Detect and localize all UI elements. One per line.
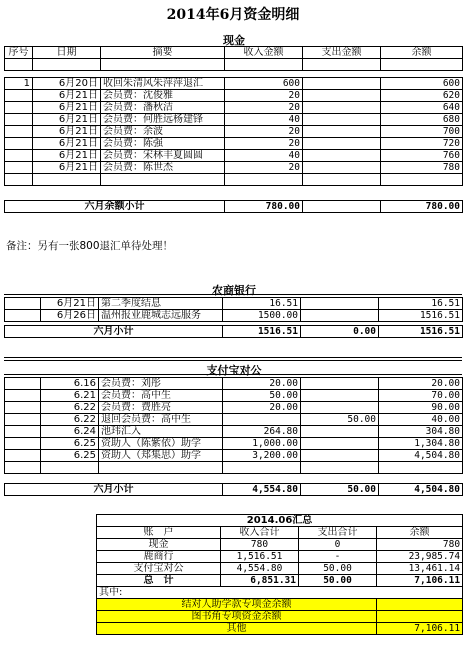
- bank-cell-balance: 1516.51: [379, 310, 463, 322]
- cash-cell-date: 6月20日: [33, 78, 101, 90]
- bank-cell-balance: 16.51: [379, 298, 463, 310]
- summary-cell-expense: 0: [299, 539, 377, 551]
- cash-cell-summary: 会员费：陈世杰: [101, 162, 225, 174]
- alipay-cell-summary: 资助人（陈紫依）助学: [99, 438, 223, 450]
- cash-row: [5, 114, 463, 126]
- alipay-cell-blank: [5, 390, 41, 402]
- alipay-cell-date: 6.25: [41, 438, 99, 450]
- cash-cell-summary: 会员费：余波: [101, 126, 225, 138]
- bank-section-title: 农商银行: [212, 284, 256, 297]
- cash-cell-expense: [303, 102, 381, 114]
- cash-cell-date: 6月21日: [33, 114, 101, 126]
- cash-cell-date: 6月21日: [33, 162, 101, 174]
- alipay-blank-cell: [5, 462, 41, 474]
- cash-row: [5, 150, 463, 162]
- cash-row: [5, 102, 463, 114]
- summary-cell-expense: 50.00: [299, 563, 377, 575]
- alipay-row: [5, 402, 463, 414]
- cash-col-header: 日期: [33, 47, 101, 59]
- cash-col-header: 余额: [381, 47, 463, 59]
- cash-cell-summary: 会员费：何胜远杨建锋: [101, 114, 225, 126]
- alipay-cell-blank: [5, 414, 41, 426]
- alipay-table: [4, 377, 463, 474]
- bank-row: [5, 310, 463, 322]
- cash-row: [5, 126, 463, 138]
- cash-table: [4, 46, 463, 71]
- cash-blank-cell: [101, 174, 225, 186]
- summary-col-header: 支出合计: [299, 527, 377, 539]
- summary-col-header: 余额: [377, 527, 463, 539]
- summary-cell-balance: 23,985.74: [377, 551, 463, 563]
- alipay-cell-date: 6.22: [41, 402, 99, 414]
- cash-cell-income: 20: [225, 162, 303, 174]
- alipay-row: [5, 414, 463, 426]
- alipay-cell-blank: [5, 450, 41, 462]
- alipay-subtotal-table: [4, 483, 463, 496]
- cash-blank-cell: [381, 174, 463, 186]
- alipay-row: [5, 390, 463, 402]
- bank-cell-blank: [5, 310, 41, 322]
- summary-cell-income: 1,516.51: [221, 551, 299, 563]
- summary-row: [97, 563, 463, 575]
- summary-header-row: [97, 527, 463, 539]
- alipay-subtotal-label: 六月小计: [5, 484, 223, 496]
- bank-row: [5, 298, 463, 310]
- bank-cell-expense: [301, 298, 379, 310]
- alipay-row: [5, 378, 463, 390]
- cash-cell-index: [5, 114, 33, 126]
- alipay-cell-date: 6.16: [41, 378, 99, 390]
- alipay-subtotal-row: [5, 484, 463, 496]
- alipay-cell-summary: 会员费：刘彤: [99, 378, 223, 390]
- cash-cell-date: 6月21日: [33, 102, 101, 114]
- alipay-cell-balance: 304.80: [379, 426, 463, 438]
- cash-cell-expense: [303, 114, 381, 126]
- alipay-blank-row: [5, 462, 463, 474]
- summary-fund-amount: [377, 611, 463, 623]
- alipay-blank-cell: [379, 462, 463, 474]
- cash-cell-income: 20: [225, 102, 303, 114]
- cash-cell-income: 600: [225, 78, 303, 90]
- cash-cell-balance: 760: [381, 150, 463, 162]
- cash-subtotal-row: [5, 201, 463, 213]
- alipay-cell-date: 6.22: [41, 414, 99, 426]
- summary-total-balance: 7,106.11: [377, 575, 463, 587]
- alipay-cell-income: 50.00: [223, 390, 301, 402]
- alipay-cell-date: 6.21: [41, 390, 99, 402]
- alipay-cell-balance: 70.00: [379, 390, 463, 402]
- alipay-cell-balance: 20.00: [379, 378, 463, 390]
- alipay-cell-income: 264.80: [223, 426, 301, 438]
- cash-cell-expense: [303, 138, 381, 150]
- cash-cell-summary: 会员费：潘秋洁: [101, 102, 225, 114]
- cash-cell-balance: 700: [381, 126, 463, 138]
- alipay-cell-balance: 4,504.80: [379, 450, 463, 462]
- cash-blank-cell: [225, 174, 303, 186]
- cash-row: [5, 78, 463, 90]
- cash-cell-balance: 640: [381, 102, 463, 114]
- alipay-cell-balance: 90.00: [379, 402, 463, 414]
- cash-cell-index: [5, 150, 33, 162]
- bank-table: [4, 297, 463, 322]
- alipay-cell-summary: 会员费：费胜亮: [99, 402, 223, 414]
- cash-cell-date: 6月21日: [33, 150, 101, 162]
- alipay-cell-expense: [301, 450, 379, 462]
- cash-cell-summary: 会员费：宋林丰夏圆圆: [101, 150, 225, 162]
- cash-cell-summary: 会员费：沈俊雅: [101, 90, 225, 102]
- alipay-cell-summary: 池玮汇入: [99, 426, 223, 438]
- summary-total-expense: 50.00: [299, 575, 377, 587]
- summary-col-header: 账 户: [97, 527, 221, 539]
- summary-fund-amount: [377, 599, 463, 611]
- cash-row: [5, 90, 463, 102]
- bank-cell-expense: [301, 310, 379, 322]
- alipay-cell-summary: 资助人（郑集思）助学: [99, 450, 223, 462]
- note-text: 备注：另有一张800退汇单待处理！: [6, 240, 174, 252]
- summary-total-income: 6,851.31: [221, 575, 299, 587]
- alipay-cell-expense: 50.00: [301, 414, 379, 426]
- alipay-cell-blank: [5, 378, 41, 390]
- cash-cell-index: [5, 126, 33, 138]
- summary-title-row: [97, 515, 463, 527]
- bank-subtotal-label: 六月小计: [5, 326, 223, 338]
- cash-cell-expense: [303, 78, 381, 90]
- summary-fund-label: 其他: [97, 623, 377, 635]
- summary-fund-row: [97, 599, 463, 611]
- cash-cell-date: 6月21日: [33, 90, 101, 102]
- cash-cell-index: [5, 138, 33, 150]
- summary-fund-row: [97, 623, 463, 635]
- alipay-cell-expense: [301, 378, 379, 390]
- summary-total-label: 总 计: [97, 575, 221, 587]
- alipay-cell-summary: 会员费：高中生: [99, 390, 223, 402]
- bank-cell-summary: 第二季度结息: [99, 298, 223, 310]
- cash-subtotal-label: 六月余额小计: [5, 201, 225, 213]
- summary-of-which-row: [97, 587, 463, 599]
- summary-row: [97, 539, 463, 551]
- alipay-cell-balance: 40.00: [379, 414, 463, 426]
- cash-cell-balance: 620: [381, 90, 463, 102]
- alipay-subtotal-income: 4,554.80: [223, 484, 301, 496]
- bank-cell-income: 1500.00: [223, 310, 301, 322]
- bank-subtotal-row: [5, 326, 463, 338]
- summary-row: [97, 551, 463, 563]
- alipay-cell-summary: 退回会员费：高中生: [99, 414, 223, 426]
- cash-cell-income: 40: [225, 114, 303, 126]
- cash-blank-row: [5, 174, 463, 186]
- alipay-cell-income: [223, 414, 301, 426]
- summary-fund-label: 结对人助学款专项金余额: [97, 599, 377, 611]
- bank-subtotal-table: [4, 325, 463, 338]
- alipay-cell-balance: 1,304.80: [379, 438, 463, 450]
- summary-cell-account: 鹿商行: [97, 551, 221, 563]
- cash-cell-index: [5, 162, 33, 174]
- cash-spacer-row: [5, 59, 463, 71]
- cash-col-header: 支出金额: [303, 47, 381, 59]
- bank-cell-date: 6月26日: [41, 310, 99, 322]
- alipay-section-title: 支付宝对公: [206, 364, 262, 377]
- cash-cell-income: 20: [225, 138, 303, 150]
- cash-cell-index: 1: [5, 78, 33, 90]
- summary-fund-row: [97, 611, 463, 623]
- summary-fund-label: 图书角专项资金余额: [97, 611, 377, 623]
- alipay-subtotal-balance: 4,504.80: [379, 484, 463, 496]
- cash-cell-summary: 收回朱清风朱萍萍退汇: [101, 78, 225, 90]
- alipay-cell-date: 6.24: [41, 426, 99, 438]
- cash-cell-expense: [303, 126, 381, 138]
- summary-cell-balance: 13,461.14: [377, 563, 463, 575]
- summary-cell-income: 780: [221, 539, 299, 551]
- cash-subtotal-table: [4, 200, 463, 213]
- alipay-blank-cell: [223, 462, 301, 474]
- cash-blank-cell: [33, 174, 101, 186]
- bank-cell-summary: 温州报业鹿城志远服务: [99, 310, 223, 322]
- alipay-cell-date: 6.25: [41, 450, 99, 462]
- alipay-blank-cell: [301, 462, 379, 474]
- alipay-cell-expense: [301, 390, 379, 402]
- alipay-cell-income: 3,200.00: [223, 450, 301, 462]
- alipay-cell-expense: [301, 438, 379, 450]
- summary-of-which: 其中:: [97, 587, 463, 599]
- cash-header-row: [5, 47, 463, 59]
- alipay-subtotal-expense: 50.00: [301, 484, 379, 496]
- alipay-row: [5, 450, 463, 462]
- alipay-blank-cell: [99, 462, 223, 474]
- cash-cell-income: 20: [225, 90, 303, 102]
- cash-subtotal-balance: 780.00: [381, 201, 463, 213]
- alipay-row: [5, 426, 463, 438]
- bank-cell-blank: [5, 298, 41, 310]
- cash-body-table: [4, 77, 463, 186]
- summary-cell-account: 现金: [97, 539, 221, 551]
- alipay-cell-blank: [5, 426, 41, 438]
- page-title: 2014年6月资金明细: [166, 7, 300, 23]
- cash-cell-index: [5, 90, 33, 102]
- cash-cell-balance: 680: [381, 114, 463, 126]
- alipay-cell-income: 1,000.00: [223, 438, 301, 450]
- cash-cell-balance: 780: [381, 162, 463, 174]
- summary-col-header: 收入合计: [221, 527, 299, 539]
- cash-blank-cell: [5, 174, 33, 186]
- cash-cell-income: 40: [225, 150, 303, 162]
- bank-subtotal-expense: 0.00: [301, 326, 379, 338]
- cash-cell-expense: [303, 162, 381, 174]
- cash-col-header: 收入金额: [225, 47, 303, 59]
- cash-blank-cell: [303, 174, 381, 186]
- cash-cell-income: 20: [225, 126, 303, 138]
- summary-table: [96, 514, 463, 635]
- cash-subtotal-expense: [303, 201, 381, 213]
- cash-cell-expense: [303, 150, 381, 162]
- summary-title: 2014.06汇总: [97, 515, 463, 527]
- summary-cell-expense: -: [299, 551, 377, 563]
- cash-cell-date: 6月21日: [33, 138, 101, 150]
- alipay-cell-income: 20.00: [223, 378, 301, 390]
- alipay-cell-expense: [301, 426, 379, 438]
- bank-cell-date: 6月21日: [41, 298, 99, 310]
- summary-cell-balance: 780: [377, 539, 463, 551]
- alipay-cell-expense: [301, 402, 379, 414]
- summary-total-row: [97, 575, 463, 587]
- cash-cell-balance: 600: [381, 78, 463, 90]
- summary-fund-amount: 7,106.11: [377, 623, 463, 635]
- bank-cell-income: 16.51: [223, 298, 301, 310]
- summary-cell-income: 4,554.80: [221, 563, 299, 575]
- cash-section-title: 现金: [223, 34, 245, 47]
- summary-cell-account: 支付宝对公: [97, 563, 221, 575]
- cash-col-header: 序号: [5, 47, 33, 59]
- alipay-cell-blank: [5, 438, 41, 450]
- cash-col-header: 摘要: [101, 47, 225, 59]
- alipay-blank-cell: [41, 462, 99, 474]
- cash-cell-index: [5, 102, 33, 114]
- cash-row: [5, 138, 463, 150]
- cash-cell-date: 6月21日: [33, 126, 101, 138]
- cash-cell-summary: 会员费：陈强: [101, 138, 225, 150]
- cash-cell-expense: [303, 90, 381, 102]
- alipay-cell-blank: [5, 402, 41, 414]
- bank-subtotal-income: 1516.51: [223, 326, 301, 338]
- cash-row: [5, 162, 463, 174]
- cash-cell-balance: 720: [381, 138, 463, 150]
- alipay-cell-income: 20.00: [223, 402, 301, 414]
- alipay-row: [5, 438, 463, 450]
- cash-subtotal-income: 780.00: [225, 201, 303, 213]
- bank-subtotal-balance: 1516.51: [379, 326, 463, 338]
- alipay-top-rule: [4, 357, 462, 361]
